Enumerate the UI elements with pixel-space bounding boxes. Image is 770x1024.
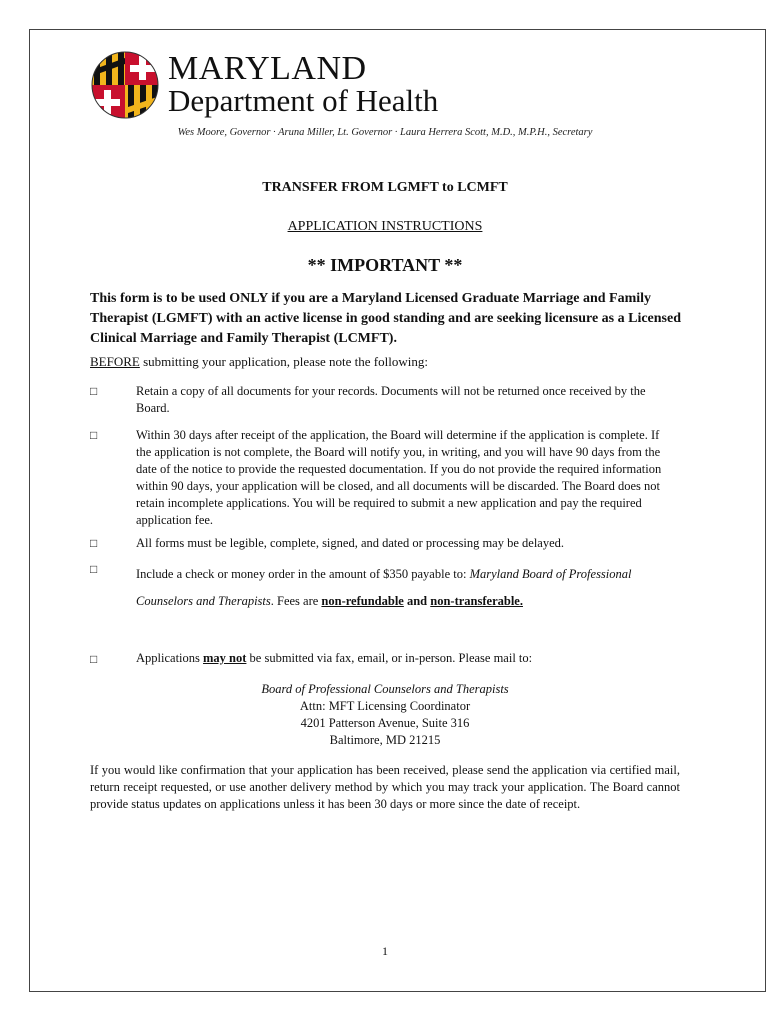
- instruction-mail: Applications may not be submitted via fax, email, or in-person. Please mail to:: [136, 651, 533, 665]
- address-city: Baltimore, MD 21215: [329, 733, 441, 747]
- checkbox-bullet-icon: □: [90, 562, 98, 576]
- intro-paragraph: This form is to be used ONLY if you are a Maryland Licensed Graduate Marriage and Family Therapist (LGMFT) with an active license in good standing and are seeking licensure as a Licensed Clinical Marriage and Family Therapist (LCMFT).: [90, 291, 682, 346]
- checkbox-bullet-icon: □: [90, 536, 98, 550]
- instruction-within-30-days: Within 30 days after receipt of the application, the Board will determine if the application is complete. If the application is not complete, the Board will notify you, in writing, and you will have 90 days from the date of the notice to provide the requested documentation. If you do not provide the required information within 90 days, your application will be closed, and all documents will be discarded. The Board does not retain incomplete applications. You will be required to submit a new application and pay the required application fee.: [136, 428, 662, 527]
- checkbox-bullet-icon: □: [90, 652, 98, 666]
- org-name-line1: MARYLAND: [168, 50, 367, 87]
- before-underlined: BEFORE: [90, 354, 140, 369]
- non-transferable-label: non-transferable.: [430, 594, 523, 608]
- maryland-flag-logo-icon: [90, 50, 160, 120]
- payee-name: Maryland Board of Professional Counselors and Therapists: [136, 567, 632, 608]
- instruction-fee: Include a check or money order in the amount of $350 payable to: Maryland Board of Professional Counselors and Therapists. Fees are non-refundable and non-transferable.: [136, 567, 632, 608]
- checkbox-bullet-icon: □: [90, 428, 98, 442]
- document-title: TRANSFER FROM LGMFT to LCMFT: [262, 180, 508, 195]
- closing-paragraph: If you would like confirmation that your application has been received, please send the application via certified mail, return receipt requested, or use another delivery method by which you may track your application. The Board cannot provide status updates on applications unless it has been 30 days or more since the date of receipt.: [90, 763, 680, 811]
- instruction-legible: All forms must be legible, complete, signed, and dated or processing may be delayed.: [136, 536, 565, 550]
- officials-line: Wes Moore, Governor · Aruna Miller, Lt. Governor · Laura Herrera Scott, M.D., M.P.H., Secretary: [177, 127, 593, 138]
- before-rest: submitting your application, please note the following:: [139, 354, 428, 369]
- page-number: 1: [382, 944, 388, 958]
- document-subtitle: APPLICATION INSTRUCTIONS: [287, 219, 483, 234]
- before-note: [90, 354, 428, 370]
- org-name-line2: Department of Health: [168, 83, 439, 118]
- instruction-retain: Retain a copy of all documents for your records. Documents will not be returned once received by the Board.: [136, 384, 646, 415]
- address-attn: Attn: MFT Licensing Coordinator: [299, 699, 471, 713]
- address-street: 4201 Patterson Avenue, Suite 316: [300, 716, 470, 730]
- non-refundable-label: non-refundable: [321, 594, 404, 608]
- may-not-label: may not: [203, 651, 247, 665]
- checkbox-bullet-icon: □: [90, 384, 98, 398]
- mailing-address: [0, 681, 770, 749]
- address-board: Board of Professional Counselors and Therapists: [261, 682, 509, 696]
- important-heading: ** IMPORTANT **: [307, 255, 463, 275]
